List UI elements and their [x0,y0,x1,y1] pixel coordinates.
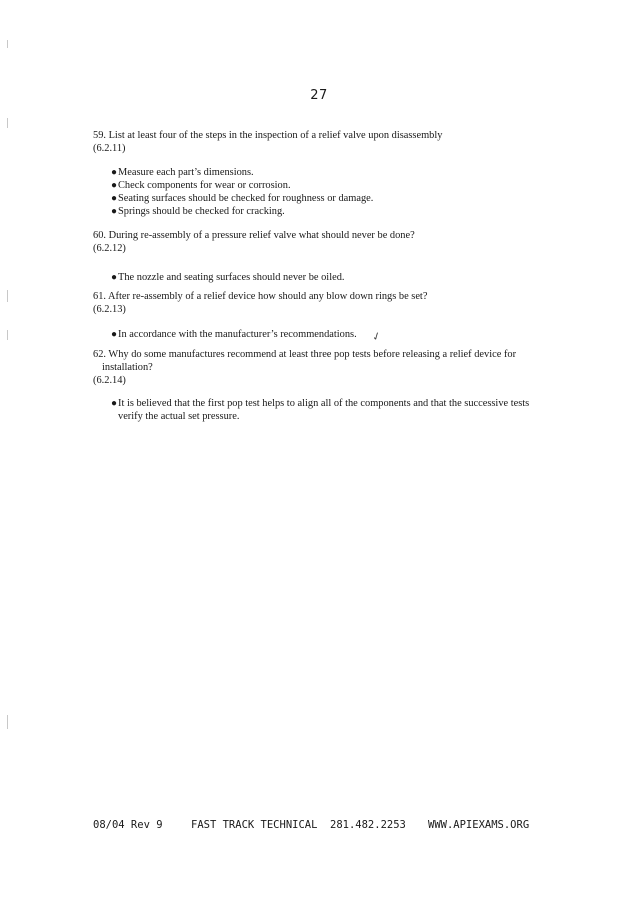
bullet-icon: ● [111,398,118,409]
footer-revision: 08/04 Rev 9 [93,819,163,831]
answer-text: Seating surfaces should be checked for roughness or damage. [118,193,374,204]
handwritten-tick-icon: ✓ [370,328,384,345]
answer-list [93,166,563,218]
section-reference: (6.2.14) [93,375,126,386]
answer-text-line: verify the actual set pressure. [118,411,240,422]
footer-company: FAST TRACK TECHNICAL [191,819,318,831]
scan-artifact [7,290,8,302]
question-60 [93,229,563,284]
question-text: 61. After re-assembly of a relief device how should any blow down rings be set? [93,291,428,302]
question-62 [93,348,563,423]
scan-artifact [7,118,8,128]
answer-text: In accordance with the manufacturer’s recommendations. [118,329,357,340]
bullet-icon: ● [111,180,118,191]
answer-text: Springs should be checked for cracking. [118,206,285,217]
answer-item [93,192,563,205]
question-text-line: 62. Why do some manufactures recommend at least three pop tests before releasing a relief device for [93,349,517,360]
footer-website: WWW.APIEXAMS.ORG [428,819,530,831]
bullet-icon: ● [111,272,118,283]
answer-item [93,205,563,218]
answer-list [93,397,563,423]
answer-item [93,179,563,192]
page-number: 27 [310,88,328,103]
answer-text-line: It is believed that the first pop test helps to align all of the components and that the successive tests [118,398,530,409]
footer-phone: 281.482.2253 [330,819,406,831]
bullet-icon: ● [111,329,118,340]
question-text: 59. List at least four of the steps in the inspection of a relief valve upon disassembly [93,130,443,141]
question-text: 60. During re-assembly of a pressure relief valve what should never be done? [93,230,415,241]
answer-item [93,166,563,179]
bullet-icon: ● [111,167,118,178]
answer-text: Check components for wear or corrosion. [118,180,291,191]
question-text-line: installation? [102,362,153,373]
answer-item [93,397,563,423]
question-61 [93,290,563,341]
question-59 [93,129,563,218]
scan-artifact [7,40,8,48]
answer-item [93,328,563,341]
scan-artifact [7,715,8,729]
answer-text: Measure each part’s dimensions. [118,167,254,178]
section-reference: (6.2.11) [93,143,126,154]
answer-list [93,328,563,341]
bullet-icon: ● [111,206,118,217]
scan-artifact [7,330,8,340]
answer-text: The nozzle and seating surfaces should never be oiled. [118,272,345,283]
answer-list [93,271,563,284]
section-reference: (6.2.12) [93,243,126,254]
bullet-icon: ● [111,193,118,204]
page-footer [93,819,533,879]
section-reference: (6.2.13) [93,304,126,315]
question-text [93,348,563,374]
answer-item [93,271,563,284]
